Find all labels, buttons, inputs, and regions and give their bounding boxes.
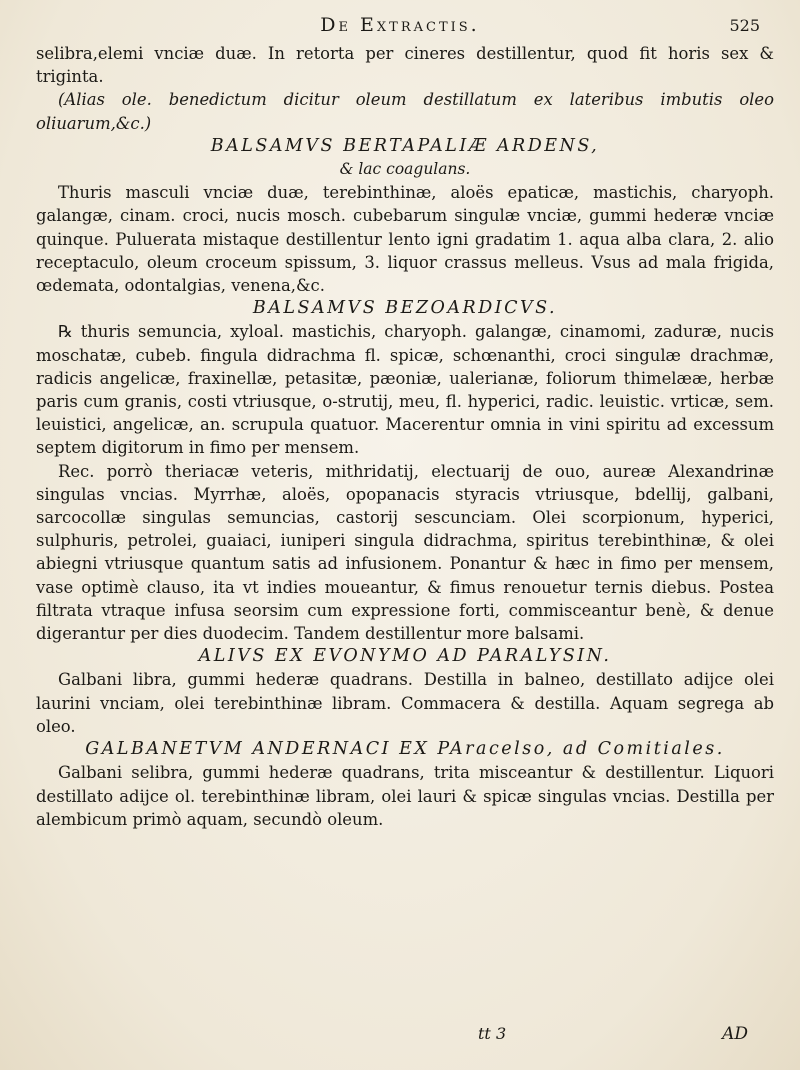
- page-footer: [0, 1024, 800, 1054]
- text-paragraph: ℞ thuris semuncia, xyloal. mastichis, charyoph. galangæ, cinamomi, zaduræ, nucis moschatæ, cubeb. fingula didrachma fl. spicæ, schœnanthi, croci singulæ drachmæ, radicis angelicæ, fraxinellæ, petasitæ, pæoniæ, ualerianæ, foliorum thimelææ, herbæ paris cum granis, costi vtriusque, o-strutij, meu, fl. hyperici, radic. leuistic. vrticæ, sem. leuistici, angelicæ, an. scrupula quatuor. Macerentur omnia in vini spiritu ad excessum septem digitorum in fimo per mensem.: [36, 322, 774, 458]
- text-paragraph: Galbani selibra, gummi hederæ quadrans, trita misceantur & destillentur. Liquori destillato adijce ol. terebinthinæ libram, olei lauri & spicæ singulas vncias. Destilla per alembicum primò aquam, secundò oleum.: [36, 763, 774, 829]
- running-title: De Extractis.: [320, 14, 480, 36]
- recipe-heading: BALSAMVS BEZOARDICVS.: [252, 298, 558, 319]
- text-paragraph: selibra,elemi vnciæ duæ. In retorta per cineres destillentur, quod fit horis sex & triginta.: [36, 44, 774, 87]
- recipe-subheading: & lac coagulans.: [339, 160, 471, 179]
- page-body: [36, 42, 774, 831]
- recipe-heading: GALBANETVM ANDERNACI EX PAracelso, ad Comitiales.: [85, 739, 725, 760]
- text-paragraph: Thuris masculi vnciæ duæ, terebinthinæ, aloës epaticæ, mastichis, charyoph. galangæ, cinam. croci, nucis mosch. cubebarum singulæ vnciæ, gummi hederæ vnciæ quinque. Puluerata mistaque destillentur lento igni gradatim 1. aqua alba clara, 2. alio receptaculo, oleum croceum spissum, 3. liquor crassus melleus. Vsus ad mala frigida, œdemata, odontalgias, venena,&c.: [36, 183, 774, 296]
- text-paragraph: Galbani libra, gummi hederæ quadrans. Destilla in balneo, destillato adijce olei laurini vnciam, olei terebinthinæ libram. Commacera & destilla. Aquam segrega ab oleo.: [36, 670, 774, 736]
- recipe-heading: ALIVS EX EVONYMO AD PARALYSIN.: [198, 646, 612, 667]
- signature-mark: tt 3: [478, 1024, 507, 1043]
- recipe-heading: BALSAMVS BERTAPALIÆ ARDENS,: [210, 135, 600, 156]
- text-paragraph: Rec. porrò theriacæ veteris, mithridatij, electuarij de ouo, aureæ Alexandrinæ singulas vncias. Myrrhæ, aloës, opopanacis styracis vtriusque, bdellij, galbani, sarcocollæ singulas semuncias, castorij sescunciam. Olei scorpionum, hyperici, sulphuris, petrolei, guaiaci, iuniperi singula didrachma, spiritus terebinthinæ, & olei abiegni vtriusque quantum satis ad infusionem. Ponantur & hæc in fimo per mensem, vase optimè clauso, ita vt indies moueantur, & fimus renouetur ternis diebus. Postea filtrata vtraque infusa seorsim cum expressione forti, commisceantur benè, & denue digerantur per dies duodecim. Tandem destillentur more balsami.: [36, 461, 774, 644]
- catchword: AD: [722, 1024, 748, 1044]
- running-head: [0, 14, 800, 44]
- note-paragraph: (Alias ole. benedictum dicitur oleum destillatum ex lateribus imbutis oleo oliuarum,&c.): [36, 90, 774, 133]
- page-number: 525: [729, 16, 760, 35]
